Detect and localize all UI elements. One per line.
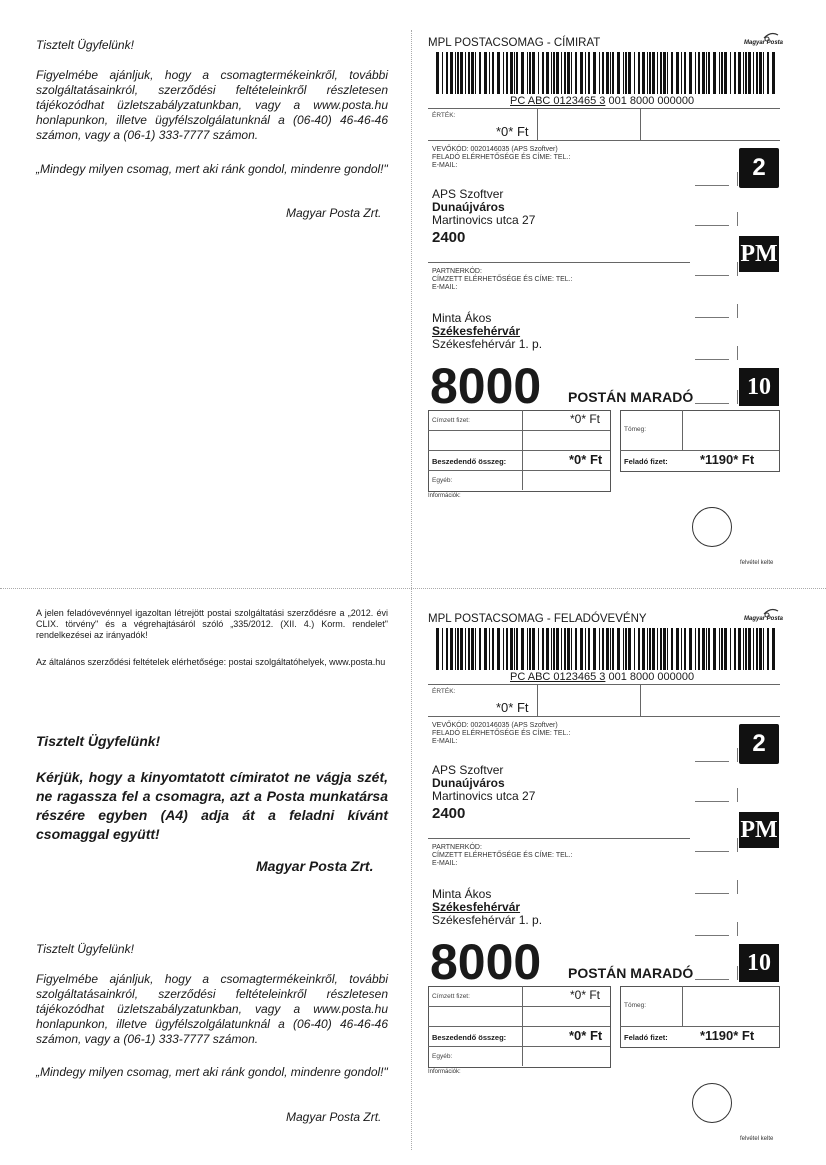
barcode-bar xyxy=(689,628,692,670)
barcode-bar xyxy=(556,52,559,94)
sender-pays: *1190* Ft xyxy=(700,452,755,467)
barcode-bar xyxy=(708,628,710,670)
barcode-bar xyxy=(647,628,648,670)
magyar-posta-logo: Magyar Posta xyxy=(744,616,784,622)
barcode-bar xyxy=(681,52,682,94)
barcode-bar xyxy=(510,52,513,94)
sender-contact: FELADÓ ELÉRHETŐSÉGE ÉS CÍME: TEL.: xyxy=(432,730,571,737)
divider xyxy=(537,108,538,140)
post-office-hold: POSTÁN MARADÓ xyxy=(568,965,694,981)
divider xyxy=(428,262,690,263)
barcode-bar xyxy=(657,52,658,94)
magyar-posta-logo: Magyar Posta xyxy=(744,40,784,46)
receipt-label xyxy=(0,576,826,1156)
sender-code: VEVŐKÓD: 0020146035 (APS Szoftver) xyxy=(432,722,558,729)
barcode-bar xyxy=(538,52,539,94)
slogan: „Mindegy milyen csomag, mert aki ránk gondol, mindenre gondol!" xyxy=(36,162,388,176)
barcode-bar xyxy=(506,52,508,94)
barcode-bar xyxy=(516,628,518,670)
barcode-bar xyxy=(695,52,696,94)
barcode xyxy=(436,52,778,94)
barcode-bar xyxy=(745,52,747,94)
recipient-pays: *0* Ft xyxy=(570,988,601,1002)
barcode-bar xyxy=(652,628,655,670)
recipient-pays: *0* Ft xyxy=(570,412,601,426)
barcode-bar xyxy=(538,628,539,670)
barcode-bar xyxy=(551,52,552,94)
value-amount: *0* Ft xyxy=(496,700,529,715)
barcode-bar xyxy=(575,628,577,670)
barcode-bar xyxy=(460,52,463,94)
barcode-bar xyxy=(625,628,627,670)
priority-2-icon: 2 xyxy=(739,148,779,188)
barcode-bar xyxy=(575,52,577,94)
barcode-bar xyxy=(738,52,741,94)
barcode-bar xyxy=(724,628,727,670)
barcode-bar xyxy=(514,52,515,94)
stamp-circle xyxy=(692,1083,732,1123)
barcode-bar xyxy=(719,628,720,670)
barcode-bar xyxy=(465,52,466,94)
divider xyxy=(428,684,780,685)
barcode-bar xyxy=(734,628,736,670)
bold-signature: Magyar Posta Zrt. xyxy=(256,858,374,874)
barcode-bar xyxy=(446,628,448,670)
barcode-bar xyxy=(638,628,640,670)
recipient-street: Székesfehérvár 1. p. xyxy=(432,913,543,927)
barcode-bar xyxy=(553,52,555,94)
barcode-bar xyxy=(628,52,631,94)
barcode-number xyxy=(510,95,694,107)
barcode-bar xyxy=(553,628,555,670)
divider xyxy=(620,450,779,451)
divider xyxy=(428,1006,610,1007)
value-label: ÉRTÉK: xyxy=(432,112,456,119)
cod-amount: *0* Ft xyxy=(569,452,603,467)
barcode-bar xyxy=(567,52,570,94)
barcode-bar xyxy=(588,628,590,670)
barcode-bar xyxy=(484,628,487,670)
barcode-bar xyxy=(455,628,456,670)
divider xyxy=(428,838,690,839)
barcode-bar xyxy=(748,52,751,94)
priority-2-icon: 2 xyxy=(739,724,779,764)
barcode-bar xyxy=(702,52,705,94)
barcode-bar xyxy=(772,628,775,670)
barcode-bar xyxy=(436,628,439,670)
checkbox-bracket xyxy=(695,346,737,360)
recipient-email: E-MAIL: xyxy=(432,284,458,291)
barcode-bar xyxy=(730,52,731,94)
greeting-2: Tisztelt Ügyfelünk! xyxy=(36,942,134,956)
barcode-bar xyxy=(457,52,459,94)
terms-text: Az általános szerződési feltételek elérhetősége: postai szolgáltatóhelyek, www.posta.hu xyxy=(36,657,386,667)
barcode-bar xyxy=(585,628,586,670)
divider xyxy=(428,450,610,451)
barcode-bar xyxy=(617,52,620,94)
sender-city: Dunaújváros xyxy=(432,776,505,790)
barcode-bar xyxy=(698,628,700,670)
greeting: Tisztelt Ügyfelünk! xyxy=(36,38,134,52)
barcode-bar xyxy=(561,52,562,94)
barcode-bar xyxy=(713,628,716,670)
checkbox-bracket xyxy=(695,172,737,186)
label-title: MPL POSTACSOMAG - CÍMIRAT xyxy=(428,37,601,49)
partner-code: PARTNERKÓD: xyxy=(432,268,482,275)
stamp-circle xyxy=(692,507,732,547)
barcode-bar xyxy=(759,52,762,94)
checkbox-bracket xyxy=(695,212,737,226)
sender-street: Martinovics utca 27 xyxy=(432,789,536,803)
barcode-bar xyxy=(748,628,751,670)
barcode-bar xyxy=(556,628,559,670)
barcode-bar xyxy=(642,52,645,94)
checkbox-bracket xyxy=(695,788,737,802)
zip-big: 8000 xyxy=(430,358,542,414)
value-label: ÉRTÉK: xyxy=(432,688,456,695)
barcode-bar xyxy=(767,52,769,94)
barcode-bar xyxy=(599,628,600,670)
post-horn-icon xyxy=(762,606,780,618)
barcode-bar xyxy=(546,628,549,670)
barcode-bar xyxy=(724,52,727,94)
checkbox-bracket xyxy=(695,922,737,936)
recipient-name: Minta Ákos xyxy=(432,311,492,325)
barcode-bar xyxy=(564,628,566,670)
barcode-bar xyxy=(455,52,456,94)
barcode-bar xyxy=(634,628,635,670)
barcode-bar xyxy=(532,628,535,670)
legal-text: A jelen feladóvevénnyel igazoltan létrejött postai szolgáltatási szerződésre a „2012. évi CLIX. törvény" és a végrehajtásáról szóló „335/2012. (XII. 4.) Korm. rendelet" rendelkezései az irányadók! xyxy=(36,608,388,640)
barcode-bar xyxy=(475,628,476,670)
barcode-bar xyxy=(571,52,572,94)
recipient-street: Székesfehérvár 1. p. xyxy=(432,337,543,351)
barcode-bar xyxy=(684,52,686,94)
barcode-bar xyxy=(738,628,741,670)
barcode-bar xyxy=(756,628,758,670)
barcode-bar xyxy=(667,628,668,670)
barcode-bar xyxy=(546,52,549,94)
cod-label: Beszedendő összeg: xyxy=(432,1033,507,1042)
address-label xyxy=(0,0,826,580)
sender-code: VEVŐKÓD: 0020146035 (APS Szoftver) xyxy=(432,146,558,153)
divider xyxy=(428,470,610,471)
barcode-bar xyxy=(489,628,490,670)
barcode-bar xyxy=(634,52,635,94)
barcode-bar xyxy=(593,52,596,94)
checkbox-bracket xyxy=(695,966,737,980)
signature: Magyar Posta Zrt. xyxy=(286,206,382,220)
barcode-bar xyxy=(671,628,673,670)
barcode-bar xyxy=(542,628,544,670)
barcode-bar xyxy=(450,52,453,94)
barcode-bar xyxy=(610,52,611,94)
barcode-bar xyxy=(532,52,535,94)
barcode-number xyxy=(510,671,694,683)
barcode-bar xyxy=(580,628,583,670)
barcode-bar xyxy=(492,628,494,670)
barcode-bar xyxy=(649,628,651,670)
barcode-bar xyxy=(667,52,668,94)
barcode-bar xyxy=(676,628,679,670)
barcode-bar xyxy=(702,628,705,670)
barcode-bar xyxy=(588,52,590,94)
sender-contact: FELADÓ ELÉRHETŐSÉGE ÉS CÍME: TEL.: xyxy=(432,154,571,161)
barcode-bar xyxy=(593,628,596,670)
recipient-pays-label: Címzett fizet: xyxy=(432,417,470,424)
sender-name: APS Szoftver xyxy=(432,187,504,201)
divider xyxy=(537,684,538,716)
barcode-bar xyxy=(471,52,474,94)
barcode-bar xyxy=(623,628,624,670)
barcode-bar xyxy=(612,628,614,670)
barcode-bar xyxy=(514,628,515,670)
checkbox-bracket xyxy=(695,838,737,852)
barcode-bar xyxy=(457,628,459,670)
sender-email: E-MAIL: xyxy=(432,162,458,169)
barcode-bar xyxy=(602,628,604,670)
barcode-bar xyxy=(471,628,474,670)
barcode-bar xyxy=(734,52,736,94)
barcode-bar xyxy=(529,52,531,94)
barcode-bar xyxy=(617,628,620,670)
barcode-bar xyxy=(503,628,504,670)
barcode-bar xyxy=(657,628,658,670)
barcode-id: PC ABC 0123465 3 xyxy=(510,671,606,683)
divider xyxy=(428,108,780,109)
other-label: Egyéb: xyxy=(432,1053,453,1060)
post-horn-icon xyxy=(762,30,780,42)
barcode-bar xyxy=(551,628,552,670)
size-10-icon: 10 xyxy=(739,368,779,406)
barcode-bar xyxy=(652,52,655,94)
size-10-icon: 10 xyxy=(739,944,779,982)
barcode-bar xyxy=(642,628,645,670)
divider xyxy=(620,1026,779,1027)
barcode-bar xyxy=(497,628,500,670)
barcode-bar xyxy=(625,52,627,94)
barcode-bar xyxy=(649,52,651,94)
barcode-bar xyxy=(719,52,720,94)
signature-2: Magyar Posta Zrt. xyxy=(286,1110,382,1124)
barcode-bar xyxy=(460,628,463,670)
divider xyxy=(682,410,683,450)
barcode-bar xyxy=(446,52,448,94)
sender-city: Dunaújváros xyxy=(432,200,505,214)
checkbox-bracket xyxy=(695,748,737,762)
recipient-name: Minta Ákos xyxy=(432,887,492,901)
barcode-bar xyxy=(676,52,679,94)
barcode-bar xyxy=(436,52,439,94)
barcode-bar xyxy=(606,628,609,670)
barcode-bar xyxy=(450,628,453,670)
barcode-bar xyxy=(638,52,640,94)
barcode-bar xyxy=(602,52,604,94)
barcode-bar xyxy=(542,52,544,94)
barcode-bar xyxy=(681,628,682,670)
other-label: Egyéb: xyxy=(432,477,453,484)
barcode-bar xyxy=(442,52,443,94)
barcode-bar xyxy=(479,628,481,670)
received-date-label: felvétel kelte xyxy=(740,560,774,566)
weight-label: Tömeg: xyxy=(624,426,647,433)
barcode-bar xyxy=(585,52,586,94)
divider xyxy=(428,1026,610,1027)
barcode-bar xyxy=(580,52,583,94)
barcode-bar xyxy=(671,52,673,94)
weight-label: Tömeg: xyxy=(624,1002,647,1009)
barcode-bar xyxy=(743,52,744,94)
barcode-bar xyxy=(721,628,723,670)
checkbox-bracket xyxy=(695,880,737,894)
barcode-bar xyxy=(660,628,662,670)
sender-street: Martinovics utca 27 xyxy=(432,213,536,227)
recipient-contact: CÍMZETT ELÉRHETŐSÉGE ÉS CÍME: TEL.: xyxy=(432,276,573,283)
divider xyxy=(428,716,780,717)
barcode-bar xyxy=(695,628,696,670)
zip-big: 8000 xyxy=(430,934,542,990)
barcode-bar xyxy=(663,52,666,94)
barcode-bar xyxy=(663,628,666,670)
barcode-bar xyxy=(698,52,700,94)
divider xyxy=(640,108,641,140)
cod-amount: *0* Ft xyxy=(569,1028,603,1043)
barcode-bar xyxy=(612,52,614,94)
sender-email: E-MAIL: xyxy=(432,738,458,745)
divider xyxy=(682,986,683,1026)
info-label: Információk: xyxy=(428,493,461,499)
barcode-bar xyxy=(721,52,723,94)
barcode-bar xyxy=(708,52,710,94)
barcode-bar xyxy=(647,52,648,94)
post-office-hold: POSTÁN MARADÓ xyxy=(568,389,694,405)
recipient-city: Székesfehérvár xyxy=(432,900,521,914)
barcode-bar xyxy=(745,628,747,670)
divider xyxy=(428,140,780,141)
checkbox-bracket xyxy=(695,304,737,318)
checkbox-bracket xyxy=(695,262,737,276)
barcode-bar xyxy=(763,628,764,670)
barcode-bar xyxy=(516,52,518,94)
partner-code: PARTNERKÓD: xyxy=(432,844,482,851)
barcode-bar xyxy=(623,52,624,94)
label-title: MPL POSTACSOMAG - FELADÓVEVÉNY xyxy=(428,613,647,625)
barcode-bar xyxy=(561,628,562,670)
barcode-bar xyxy=(610,628,611,670)
recipient-contact: CÍMZETT ELÉRHETŐSÉGE ÉS CÍME: TEL.: xyxy=(432,852,573,859)
barcode-bar xyxy=(442,628,443,670)
sender-pays-label: Feladó fizet: xyxy=(624,457,668,466)
barcode-bar xyxy=(479,52,481,94)
barcode-bar xyxy=(689,52,692,94)
received-date-label: felvétel kelte xyxy=(740,1136,774,1142)
divider xyxy=(428,430,610,431)
barcode-bar xyxy=(772,52,775,94)
recipient-pays-label: Címzett fizet: xyxy=(432,993,470,1000)
barcode-bar xyxy=(529,628,531,670)
request-text: Kérjük, hogy a kinyomtatott címiratot ne vágja szét, ne ragassza fel a csomagra, azt a Posta munkatársa részére egyben (A4) adja át a feladni kívánt csomaggal együtt! xyxy=(36,769,388,842)
barcode-bar xyxy=(527,52,528,94)
barcode-bar xyxy=(503,52,504,94)
barcode-bar xyxy=(506,628,508,670)
cod-label: Beszedendő összeg: xyxy=(432,457,507,466)
barcode-bar xyxy=(567,628,570,670)
recipient-email: E-MAIL: xyxy=(432,860,458,867)
recipient-city: Székesfehérvár xyxy=(432,324,521,338)
barcode-bar xyxy=(521,52,524,94)
barcode-bar xyxy=(743,628,744,670)
pm-icon: PM xyxy=(739,236,779,272)
barcode-bar xyxy=(753,628,754,670)
barcode-bar xyxy=(468,628,470,670)
barcode-suffix: 001 8000 000000 xyxy=(605,671,695,683)
barcode-bar xyxy=(468,52,470,94)
barcode-bar xyxy=(763,52,764,94)
barcode-bar xyxy=(492,52,494,94)
barcode-bar xyxy=(465,628,466,670)
barcode-bar xyxy=(713,52,716,94)
divider xyxy=(428,1046,610,1047)
sender-zip: 2400 xyxy=(432,805,466,822)
barcode-bar xyxy=(564,52,566,94)
barcode-bar xyxy=(527,628,528,670)
barcode-bar xyxy=(475,52,476,94)
info-label: Információk: xyxy=(428,1069,461,1075)
barcode-bar xyxy=(684,628,686,670)
value-amount: *0* Ft xyxy=(496,124,529,139)
sender-pays-label: Feladó fizet: xyxy=(624,1033,668,1042)
info-paragraph: Figyelmébe ajánljuk, hogy a csomagtermékeinkről, további szolgáltatásainkról, szerződési feltételeinkről részletesen tájékozódhat üzletszabályzatunkban, vagy a www.posta.hu honlapunkon, illetve ügyfélszolgálatunknál a (06-40) 46-46-46 számon, vagy a (06-1) 333-7777 számon. xyxy=(36,68,388,142)
pm-icon: PM xyxy=(739,812,779,848)
info-paragraph-2: Figyelmébe ajánljuk, hogy a csomagtermékeinkről, további szolgáltatásainkról, szerződési feltételeinkről részletesen tájékozódhat üzletszabályzatunkban, vagy a www.posta.hu honlapunkon, illetve ügyfélszolgálatunknál a (06-40) 46-46-46 számon, vagy a (06-1) 333-7777 számon. xyxy=(36,972,388,1046)
sender-zip: 2400 xyxy=(432,229,466,246)
slogan-2: „Mindegy milyen csomag, mert aki ránk gondol, mindenre gondol!" xyxy=(36,1065,388,1079)
barcode-bar xyxy=(628,628,631,670)
barcode-suffix: 001 8000 000000 xyxy=(605,95,695,107)
sender-name: APS Szoftver xyxy=(432,763,504,777)
barcode-bar xyxy=(759,628,762,670)
barcode-bar xyxy=(497,52,500,94)
barcode-bar xyxy=(660,52,662,94)
barcode-bar xyxy=(706,628,707,670)
barcode xyxy=(436,628,778,670)
barcode-id: PC ABC 0123465 3 xyxy=(510,95,606,107)
barcode-bar xyxy=(599,52,600,94)
barcode-bar xyxy=(489,52,490,94)
barcode-bar xyxy=(706,52,707,94)
sender-pays: *1190* Ft xyxy=(700,1028,755,1043)
bold-greeting: Tisztelt Ügyfelünk! xyxy=(36,733,161,749)
barcode-bar xyxy=(756,52,758,94)
barcode-bar xyxy=(510,628,513,670)
barcode-bar xyxy=(753,52,754,94)
divider xyxy=(640,684,641,716)
checkbox-bracket xyxy=(695,390,737,404)
barcode-bar xyxy=(730,628,731,670)
barcode-bar xyxy=(571,628,572,670)
barcode-bar xyxy=(484,52,487,94)
barcode-bar xyxy=(606,52,609,94)
barcode-bar xyxy=(767,628,769,670)
barcode-bar xyxy=(521,628,524,670)
